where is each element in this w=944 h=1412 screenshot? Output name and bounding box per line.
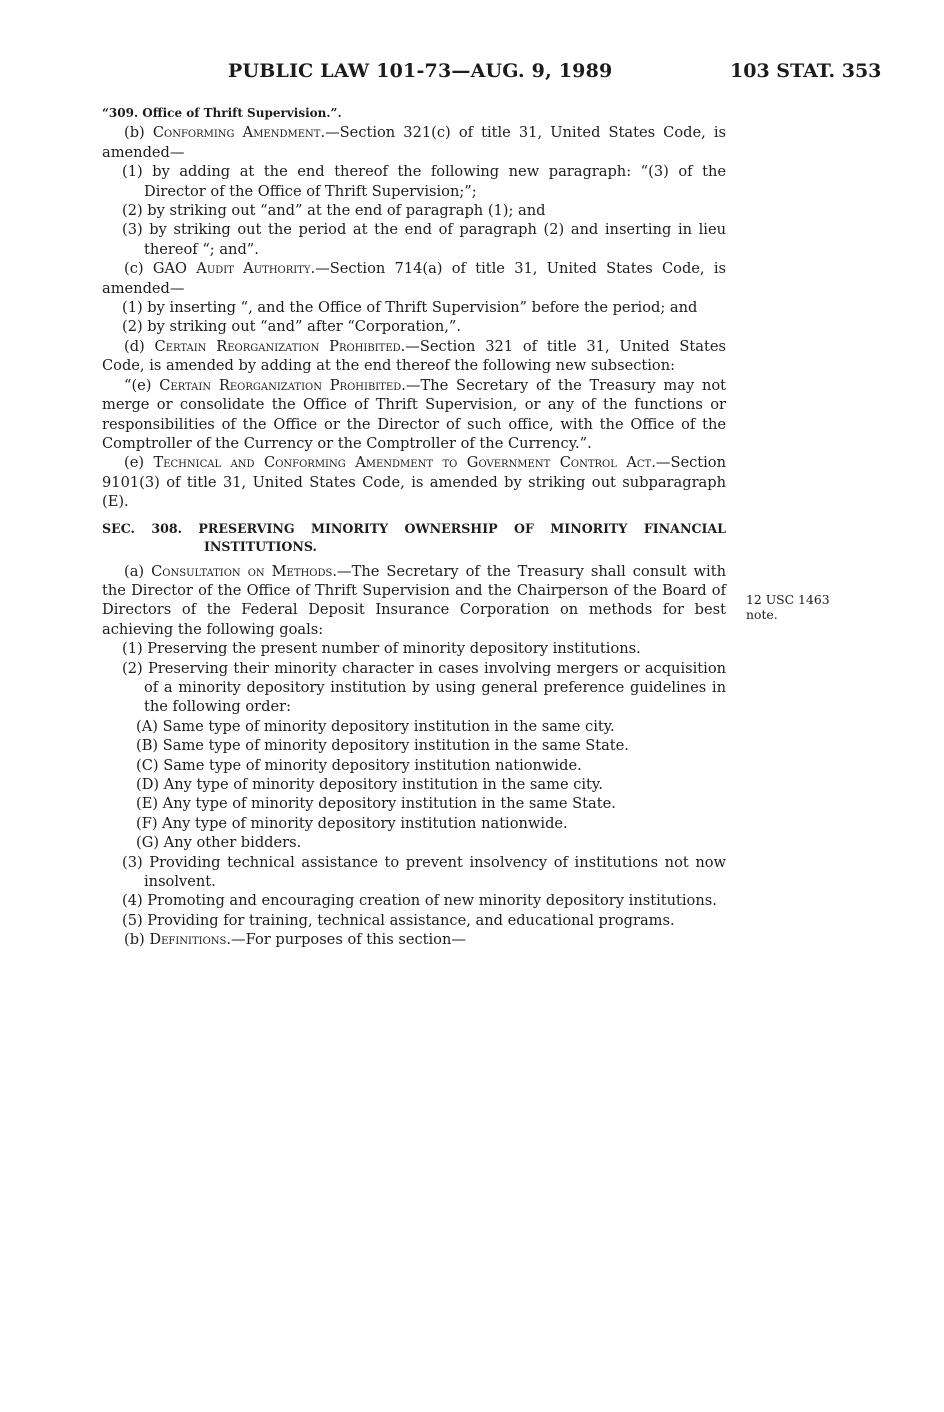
subsection-308-a: (a) Consultation on Methods.—The Secretary of the Treasury shall consult with the Director of the Office of Thrift Supervision and the Chairperson of the Board of Directors of the Federal Deposit Insurance Corporation on methods for best achieving the following goals: [102, 562, 726, 638]
guideline-g: (G) Any other bidders. [136, 834, 302, 852]
paragraph-b3: (3) by striking out the period at the end of paragraph (2) and inserting in lieu thereof “; and”. [122, 221, 726, 258]
running-header-title: PUBLIC LAW 101-73—AUG. 9, 1989 [228, 60, 613, 82]
paragraph-c1: (1) by inserting “, and the Office of Thrift Supervision” before the period; and [122, 299, 698, 317]
quoted-subsection-e: “(e) Certain Reorganization Prohibited.—The Secretary of the Treasury may not merge or consolidate the Office of Thrift Supervision, or any of the functions or responsibilities of the Office or the Director of such office, with the Office of the Comptroller of the Currency or the Comptroller of the Currency.”. [102, 376, 726, 452]
subsection-308-b: (b) Definitions.—For purposes of this section— [124, 931, 466, 949]
section-308-heading: SEC. 308. PRESERVING MINORITY OWNERSHIP OF MINORITY FINANCIAL INSTITUTIONS. [102, 520, 726, 554]
guideline-f: (F) Any type of minority depository institution nationwide. [136, 814, 568, 832]
goal-2: (2) Preserving their minority character in cases involving mergers or acquisition of a minority depository institution by using general preference guidelines in the following order: [122, 659, 726, 716]
subsection-e: (e) Technical and Conforming Amendment to Government Control Act.—Section 9101(3) of title 31, United States Code, is amended by striking out subparagraph (E). [102, 454, 726, 511]
goal-1: (1) Preserving the present number of minority depository institutions. [122, 640, 641, 658]
guideline-b: (B) Same type of minority depository institution in the same State. [136, 737, 629, 755]
margin-citation: 12 USC 1463 [746, 592, 830, 607]
margin-citation-note [746, 592, 830, 622]
paragraph-b1: (1) by adding at the end thereof the following new paragraph: “(3) of the Director of the Office of Thrift Supervision;”; [122, 163, 726, 200]
subsection-d: (d) Certain Reorganization Prohibited.—Section 321 of title 31, United States Code, is amended by adding at the end thereof the following new subsection: [102, 337, 726, 375]
statute-body [102, 104, 726, 950]
guideline-a: (A) Same type of minority depository institution in the same city. [136, 717, 615, 735]
guideline-c: (C) Same type of minority depository institution nationwide. [136, 756, 582, 774]
quoted-table-entry: “309. Office of Thrift Supervision.”. [102, 106, 342, 120]
subsection-c: (c) GAO Audit Authority.—Section 714(a) of title 31, United States Code, is amended— [102, 260, 726, 297]
goal-3: (3) Providing technical assistance to prevent insolvency of institutions not now insolvent. [122, 853, 726, 891]
paragraph-c2: (2) by striking out “and” after “Corporation,”. [122, 318, 461, 336]
guideline-e: (E) Any type of minority depository institution in the same State. [136, 795, 616, 813]
paragraph-b2: (2) by striking out “and” at the end of paragraph (1); and [122, 202, 546, 220]
goal-4: (4) Promoting and encouraging creation of new minority depository institutions. [122, 892, 717, 910]
guideline-d: (D) Any type of minority depository institution in the same city. [136, 776, 603, 793]
running-header-stat-page: 103 STAT. 353 [730, 60, 882, 82]
goal-5: (5) Providing for training, technical assistance, and educational programs. [122, 911, 675, 929]
margin-citation-note-word: note. [746, 607, 778, 622]
subsection-b: (b) Conforming Amendment.—Section 321(c) of title 31, United States Code, is amended— [102, 124, 726, 161]
